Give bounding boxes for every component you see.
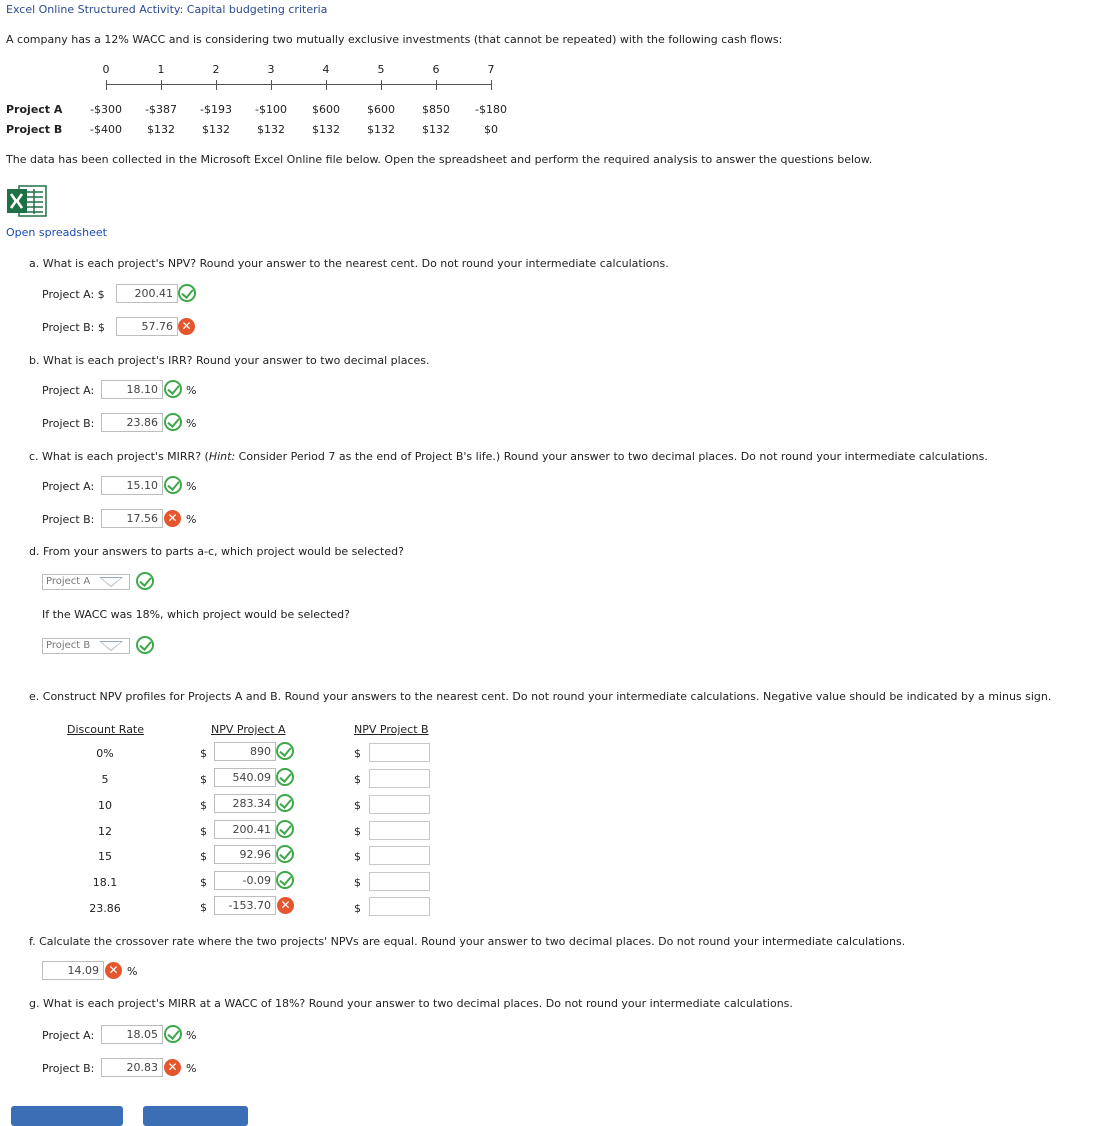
timeline-tick (106, 80, 107, 90)
project-a-irr-label: Project A: (42, 384, 95, 397)
open-spreadsheet-link[interactable]: Open spreadsheet (6, 226, 107, 239)
hint-label: Hint: (208, 450, 236, 463)
question-e: e. Construct NPV profiles for Projects A and B. Round your answers to the nearest cent. Do not round your intermediate calculations. Negative value should be indicated by a minus sign. (29, 690, 1052, 703)
currency-symbol: $ (354, 825, 361, 838)
timeline-tick (326, 80, 327, 90)
timeline-tick (271, 80, 272, 90)
currency-symbol: $ (354, 773, 361, 786)
project-a-npv-label: Project A: $ (42, 288, 105, 301)
npv-a-input[interactable]: 890 (214, 742, 276, 761)
problem-intro: A company has a 12% WACC and is considering two mutually exclusive investments (that cannot be repeated) with the following cash flows: (6, 33, 783, 46)
period-label: 6 (432, 63, 440, 76)
cash-flow-a: -$193 (200, 103, 232, 116)
cash-flow-a: -$180 (475, 103, 507, 116)
npv-a-input[interactable]: 200.41 (214, 820, 276, 839)
period-label: 4 (322, 63, 330, 76)
project-b-npv-input[interactable]: 57.76 (116, 317, 178, 336)
question-b: b. What is each project's IRR? Round your answer to two decimal places. (29, 354, 430, 367)
timeline-axis (106, 84, 491, 85)
question-d-sub: If the WACC was 18%, which project would be selected? (42, 608, 350, 621)
project-b-mirr18-input[interactable]: 20.83 (101, 1058, 163, 1077)
correct-check-icon (178, 284, 196, 302)
question-a: a. What is each project's NPV? Round your answer to the nearest cent. Do not round your intermediate calculations. (29, 257, 669, 270)
percent-unit: % (186, 1029, 197, 1042)
project-b-mirr-input[interactable]: 17.56 (101, 509, 163, 528)
npv-b-input[interactable] (369, 821, 430, 840)
project-b-mirr18-label: Project B: (42, 1062, 95, 1075)
cash-flow-b: $132 (367, 123, 395, 136)
cash-flow-b: $132 (257, 123, 285, 136)
discount-rate-cell: 5 (101, 773, 109, 786)
project-select-12pct[interactable] (42, 574, 130, 590)
crossover-rate-input[interactable]: 14.09 (42, 961, 104, 980)
cash-flow-b: $132 (202, 123, 230, 136)
correct-check-icon (276, 742, 294, 760)
percent-unit: % (127, 965, 138, 978)
correct-check-icon (276, 768, 294, 786)
project-a-row-label: Project A (6, 103, 63, 116)
currency-symbol: $ (200, 876, 207, 889)
percent-unit: % (186, 480, 197, 493)
currency-symbol: $ (200, 773, 207, 786)
project-b-row-label: Project B (6, 123, 63, 136)
period-label: 3 (267, 63, 275, 76)
question-c-prefix: c. What is each project's MIRR? ( (29, 450, 209, 463)
timeline-tick (491, 80, 492, 90)
npv-a-input[interactable]: 540.09 (214, 768, 276, 787)
correct-check-icon (164, 1025, 182, 1043)
npv-a-input[interactable]: 92.96 (214, 845, 276, 864)
period-label: 0 (102, 63, 110, 76)
chevron-down-icon (99, 641, 123, 651)
incorrect-x-icon: ✕ (164, 510, 181, 527)
correct-check-icon (276, 820, 294, 838)
question-g: g. What is each project's MIRR at a WACC of 18%? Round your answer to two decimal places. Do not round your intermediate calculations. (29, 997, 793, 1010)
cash-flow-b: $132 (422, 123, 450, 136)
timeline-tick (216, 80, 217, 90)
currency-symbol: $ (200, 747, 207, 760)
correct-check-icon (276, 871, 294, 889)
cash-flow-a: -$387 (145, 103, 177, 116)
npv-a-input[interactable]: -153.70 (214, 896, 276, 915)
percent-unit: % (186, 384, 197, 397)
period-label: 2 (212, 63, 220, 76)
npv-b-input[interactable] (369, 769, 430, 788)
currency-symbol: $ (354, 747, 361, 760)
project-b-irr-input[interactable]: 23.86 (101, 413, 163, 432)
project-b-irr-label: Project B: (42, 417, 95, 430)
project-a-irr-input[interactable]: 18.10 (101, 380, 163, 399)
project-a-mirr18-label: Project A: (42, 1029, 95, 1042)
discount-rate-cell: 0% (96, 747, 114, 760)
question-c-suffix: ) Round your answer to two decimal places. Do not round your intermediate calculations. (495, 450, 988, 463)
discount-rate-cell: 10 (98, 799, 112, 812)
correct-check-icon (276, 845, 294, 863)
correct-check-icon (164, 380, 182, 398)
select-value: Project B (46, 640, 91, 651)
currency-symbol: $ (354, 876, 361, 889)
discount-rate-cell: 12 (98, 825, 112, 838)
project-a-mirr-label: Project A: (42, 480, 95, 493)
correct-check-icon (276, 794, 294, 812)
discount-rate-cell: 23.86 (89, 902, 121, 915)
question-d: d. From your answers to parts a-c, which project would be selected? (29, 545, 404, 558)
currency-symbol: $ (200, 825, 207, 838)
cash-flow-b: $132 (312, 123, 340, 136)
npv-b-input[interactable] (369, 795, 430, 814)
npv-a-input[interactable]: -0.09 (214, 871, 276, 890)
question-f: f. Calculate the crossover rate where the two projects' NPVs are equal. Round your answer to two decimal places. Do not round your intermediate calculations. (29, 935, 906, 948)
cash-flow-a: -$300 (90, 103, 122, 116)
cash-flow-b: -$400 (90, 123, 122, 136)
currency-symbol: $ (200, 901, 207, 914)
npv-project-a-header: NPV Project A (211, 723, 286, 736)
incorrect-x-icon: ✕ (105, 962, 122, 979)
cash-flow-a: $850 (422, 103, 450, 116)
correct-check-icon (136, 572, 154, 590)
incorrect-x-icon: ✕ (164, 1059, 181, 1076)
correct-check-icon (136, 636, 154, 654)
currency-symbol: $ (354, 850, 361, 863)
project-a-mirr18-input[interactable]: 18.05 (101, 1025, 163, 1044)
correct-check-icon (164, 476, 182, 494)
cash-flow-a: $600 (367, 103, 395, 116)
npv-project-b-header: NPV Project B (354, 723, 429, 736)
npv-a-input[interactable]: 283.34 (214, 794, 276, 813)
discount-rate-cell: 18.1 (92, 876, 118, 889)
excel-icon[interactable] (7, 185, 47, 217)
reset-problem-button[interactable] (143, 1106, 248, 1126)
project-a-npv-input[interactable]: 200.41 (116, 284, 178, 303)
cash-flow-b: $132 (147, 123, 175, 136)
timeline-tick (161, 80, 162, 90)
npv-b-input[interactable] (369, 846, 430, 865)
correct-check-icon (164, 413, 182, 431)
period-label: 7 (487, 63, 495, 76)
check-my-work-button[interactable] (11, 1106, 123, 1126)
project-b-npv-label: Project B: $ (42, 321, 105, 334)
cash-flow-a: -$100 (255, 103, 287, 116)
npv-b-input[interactable] (369, 872, 430, 891)
npv-b-input[interactable] (369, 743, 430, 762)
percent-unit: % (186, 1062, 197, 1075)
cash-flow-b: $0 (484, 123, 498, 136)
chevron-down-icon (99, 577, 123, 587)
percent-unit: % (186, 513, 197, 526)
incorrect-x-icon: ✕ (178, 318, 195, 335)
question-c (29, 450, 988, 463)
select-value: Project A (46, 576, 91, 587)
project-select-18pct[interactable] (42, 638, 130, 654)
incorrect-x-icon: ✕ (277, 897, 294, 914)
period-label: 1 (157, 63, 165, 76)
project-b-mirr-label: Project B: (42, 513, 95, 526)
percent-unit: % (186, 417, 197, 430)
timeline-tick (381, 80, 382, 90)
discount-rate-header: Discount Rate (67, 723, 145, 736)
npv-b-input[interactable] (369, 897, 430, 916)
currency-symbol: $ (200, 850, 207, 863)
page-title: Excel Online Structured Activity: Capital budgeting criteria (6, 3, 328, 16)
currency-symbol: $ (354, 902, 361, 915)
data-note: The data has been collected in the Microsoft Excel Online file below. Open the spreadsheet and perform the required analysis to answer the questions below. (6, 153, 873, 166)
currency-symbol: $ (200, 799, 207, 812)
period-label: 5 (377, 63, 385, 76)
timeline-tick (436, 80, 437, 90)
currency-symbol: $ (354, 799, 361, 812)
discount-rate-cell: 15 (98, 850, 112, 863)
cash-flow-a: $600 (312, 103, 340, 116)
hint-text: Consider Period 7 as the end of Project B's life. (235, 450, 496, 463)
project-a-mirr-input[interactable]: 15.10 (101, 476, 163, 495)
